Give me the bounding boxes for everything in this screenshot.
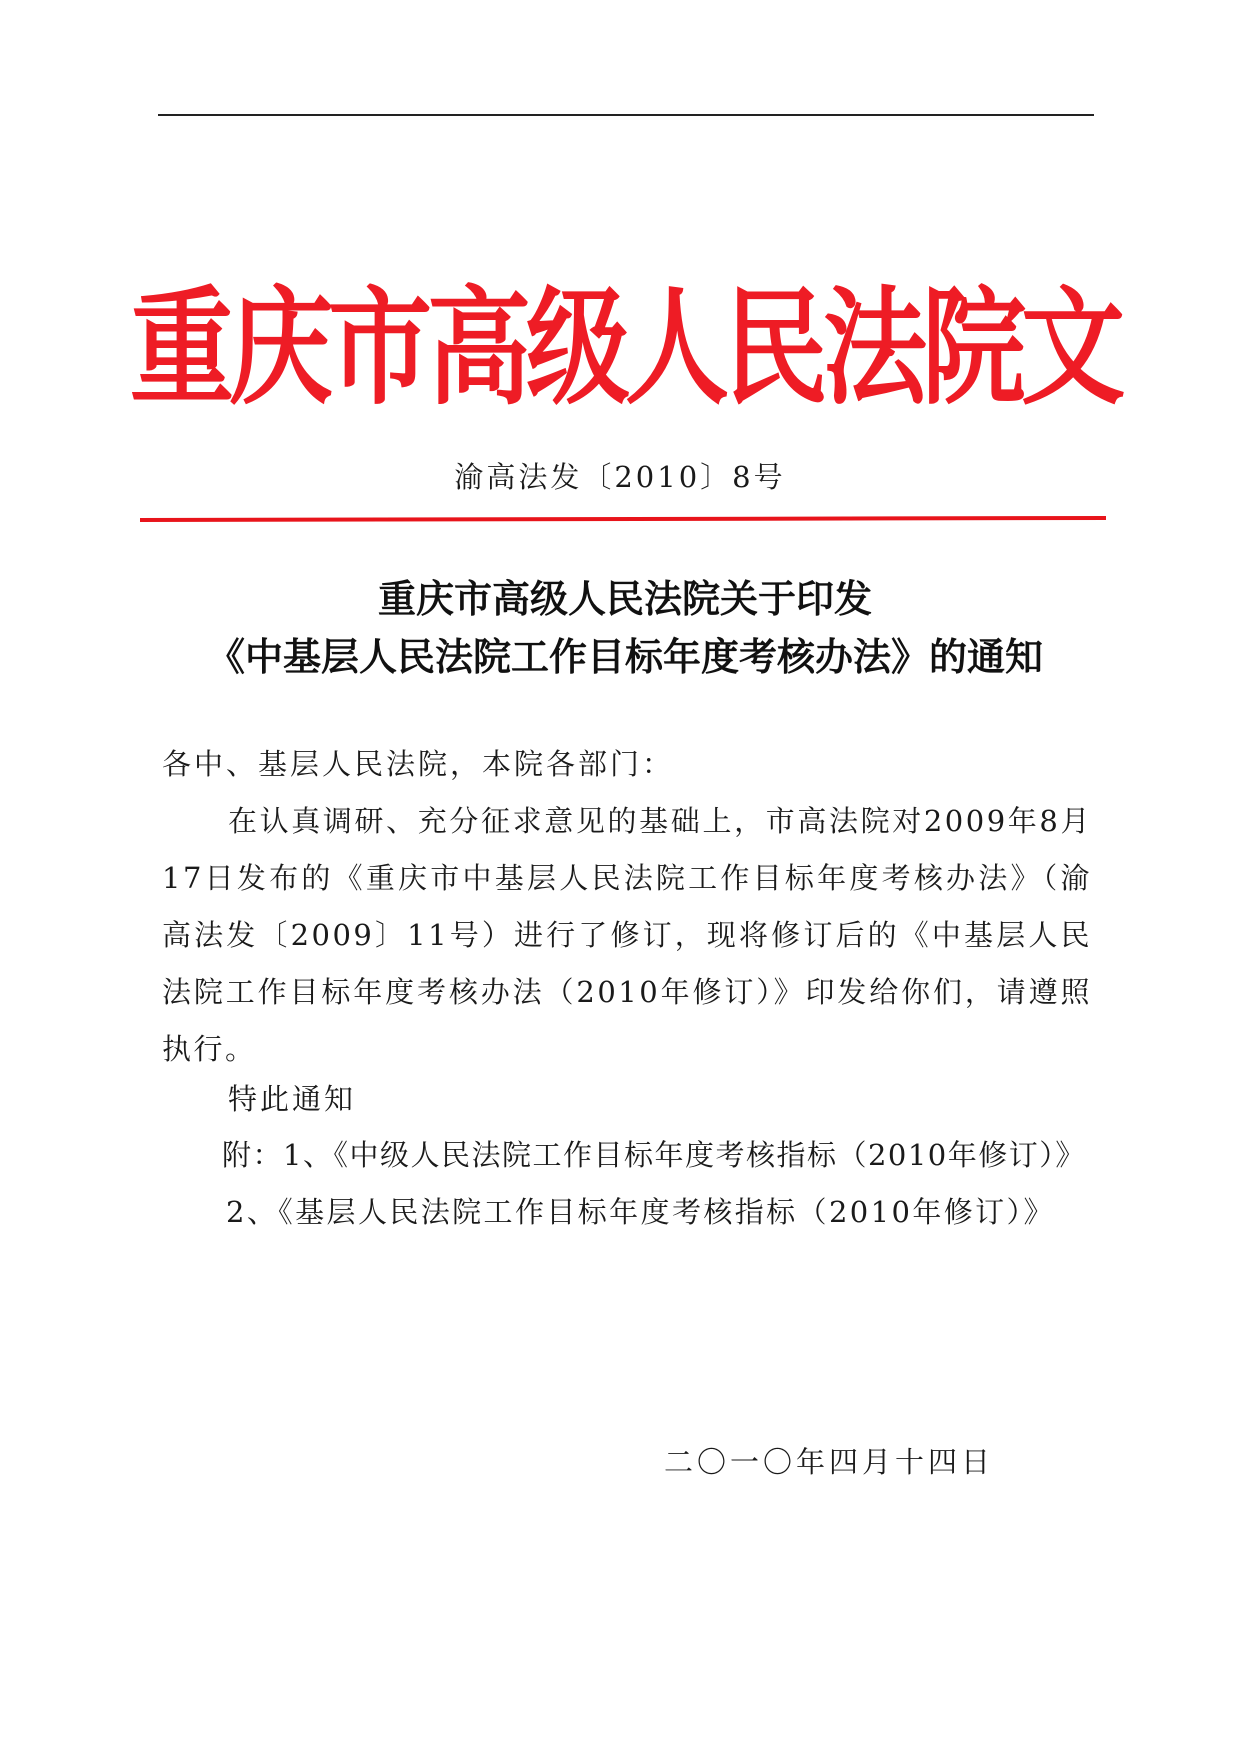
salutation: 各中、基层人民法院，本院各部门： — [162, 747, 675, 781]
document-title-line-1: 重庆市高级人民法院关于印发 — [377, 576, 872, 621]
notice-closing: 特此通知 — [228, 1082, 357, 1116]
attachment-item: 2、《基层人民法院工作目标年度考核指标（2010年修订）》 — [226, 1195, 1055, 1229]
top-divider — [158, 114, 1094, 116]
document-number: 渝高法发〔2010〕8号 — [454, 460, 786, 494]
issue-date: 二〇一〇年四月十四日 — [664, 1445, 995, 1479]
masthead-title: 重庆市高级人民法院文 — [130, 273, 1121, 423]
document-title-line-2: 《中基层人民法院工作目标年度考核办法》的通知 — [206, 634, 1043, 679]
body-paragraph: 在认真调研、充分征求意见的基础上，市高法院对2009年8月17日发布的《重庆市中基层人民法院工作目标年度考核办法》（渝高法发〔2009〕11号）进行了修订，现将修订后的《中基层人民法院工作目标年度考核办法（2010年修订）》印发给你们，请遵照执行。 — [162, 804, 1092, 1066]
attachment-item: 附：1、《中级人民法院工作目标年度考核指标（2010年修订）》 — [222, 1138, 1086, 1172]
red-divider — [140, 516, 1106, 522]
